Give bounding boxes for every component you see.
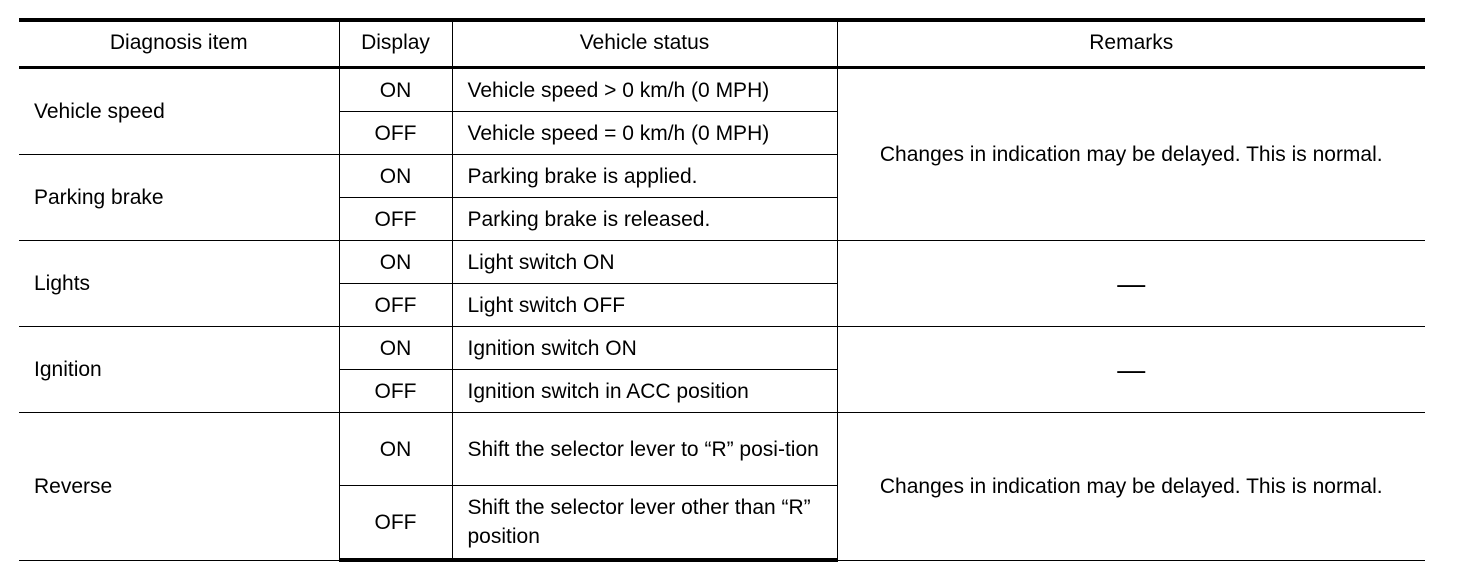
remark-reverse-note: Changes in indication may be delayed. This is normal. — [837, 413, 1425, 561]
diagnosis-item-ignition: Ignition — [19, 327, 339, 413]
diagnosis-item-vehicle-speed: Vehicle speed — [19, 68, 339, 155]
vehicle-status: Ignition switch in ACC position — [452, 370, 837, 413]
display-value: OFF — [339, 112, 452, 155]
diagnosis-item-reverse: Reverse — [19, 413, 339, 561]
table-row — [19, 413, 1425, 486]
header-display: Display — [339, 20, 452, 68]
vehicle-status: Shift the selector lever to “R” posi-tion — [452, 413, 837, 486]
remark-delay-note: Changes in indication may be delayed. This is normal. — [837, 68, 1425, 241]
header-remarks: Remarks — [837, 20, 1425, 68]
display-value: ON — [339, 241, 452, 284]
display-value: OFF — [339, 370, 452, 413]
header-vehicle-status: Vehicle status — [452, 20, 837, 68]
vehicle-status: Parking brake is applied. — [452, 155, 837, 198]
display-value: ON — [339, 68, 452, 112]
display-value: OFF — [339, 198, 452, 241]
display-value: ON — [339, 155, 452, 198]
display-value: OFF — [339, 284, 452, 327]
vehicle-status: Ignition switch ON — [452, 327, 837, 370]
table-row — [19, 68, 1425, 112]
vehicle-status: Vehicle speed > 0 km/h (0 MPH) — [452, 68, 837, 112]
header-diagnosis-item: Diagnosis item — [19, 20, 339, 68]
diagnosis-item-parking-brake: Parking brake — [19, 155, 339, 241]
diagnosis-item-lights: Lights — [19, 241, 339, 327]
display-value: OFF — [339, 486, 452, 561]
diagnosis-table — [19, 18, 1425, 562]
table-row — [19, 241, 1425, 284]
display-value: ON — [339, 327, 452, 370]
vehicle-status: Vehicle speed = 0 km/h (0 MPH) — [452, 112, 837, 155]
vehicle-status: Shift the selector lever other than “R” position — [452, 486, 837, 561]
remark-dash: — — [837, 241, 1425, 327]
vehicle-status: Parking brake is released. — [452, 198, 837, 241]
vehicle-status: Light switch ON — [452, 241, 837, 284]
display-value: ON — [339, 413, 452, 486]
table-row — [19, 327, 1425, 370]
header-row — [19, 20, 1425, 68]
remark-dash: — — [837, 327, 1425, 413]
vehicle-status: Light switch OFF — [452, 284, 837, 327]
